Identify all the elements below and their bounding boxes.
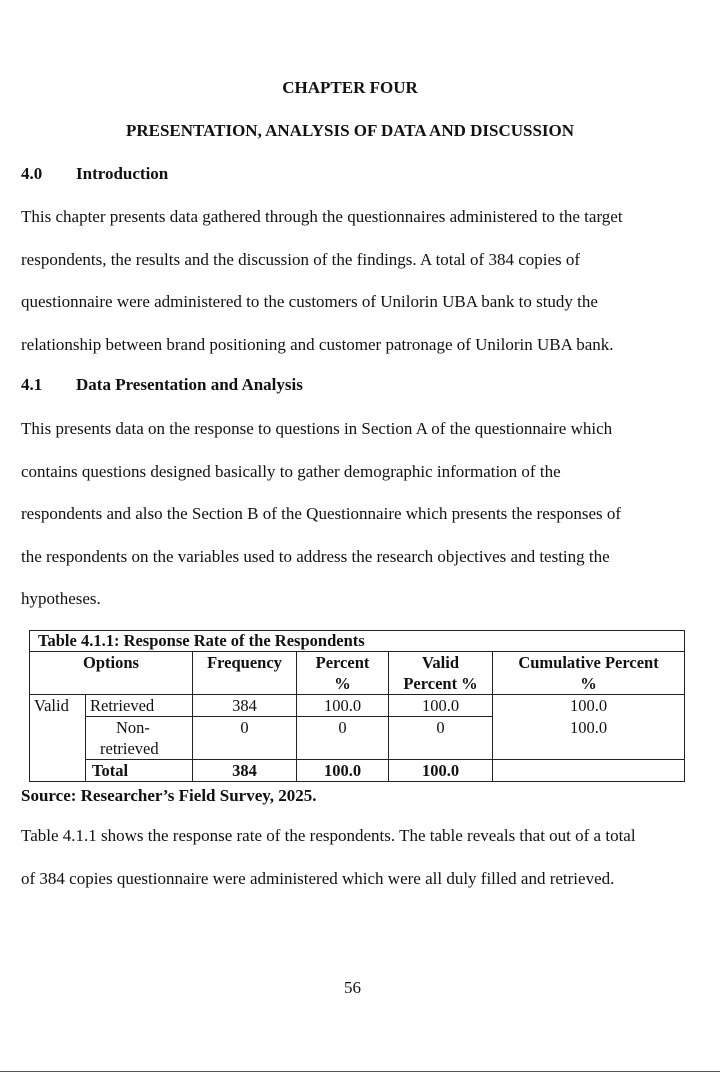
paragraph-line: hypotheses. (21, 589, 101, 608)
paragraph-line: contains questions designed basically to gather demographic information of the (21, 461, 561, 481)
header-options: Options (30, 652, 193, 695)
percent-cell: 100.0 (297, 695, 389, 717)
section-heading-data-presentation (21, 375, 303, 395)
total-cumulative-empty (493, 760, 685, 782)
section-number: 4.1 (21, 375, 43, 394)
introduction-paragraph (21, 196, 685, 366)
section-heading-introduction (21, 164, 168, 184)
valid-percent-cell: 100.0 (389, 695, 493, 717)
frequency-cell: 0 (193, 717, 297, 760)
header-cumulative-percent: Cumulative Percent % (493, 652, 685, 695)
response-rate-table (29, 630, 685, 782)
data-presentation-paragraph (21, 408, 685, 621)
percent-cell: 0 (297, 717, 389, 760)
header-percent: Percent % (297, 652, 389, 695)
page-bottom-rule (0, 1071, 720, 1072)
total-valid-percent: 100.0 (389, 760, 493, 782)
header-frequency: Frequency (193, 652, 297, 695)
paragraph-line: This presents data on the response to questions in Section A of the questionnaire which (21, 419, 613, 438)
table-row (30, 717, 685, 760)
group-label: Valid (30, 695, 86, 782)
frequency-cell: 384 (193, 695, 297, 717)
cumulative-percent-cell: 100.0 (493, 717, 685, 760)
paragraph-line: Table 4.1.1 shows the response rate of the respondents. The table reveals that out of a total (21, 826, 636, 845)
paragraph-line: respondents and also the Section B of the Questionnaire which presents the responses of (21, 504, 622, 523)
cumulative-percent-cell: 100.0 (493, 695, 685, 717)
table-header-row (30, 652, 685, 695)
paragraph-line: relationship between brand positioning and customer patronage of Unilorin UBA bank. (21, 334, 614, 354)
paragraph-line: respondents, the results and the discussion of the findings. A total of 384 copies of (21, 249, 581, 269)
valid-percent-cell: 0 (389, 717, 493, 760)
chapter-title: CHAPTER FOUR (282, 78, 418, 97)
header-valid-percent: Valid Percent % (389, 652, 493, 695)
paragraph-line: the respondents on the variables used to address the research objectives and testing the (21, 546, 610, 566)
section-title: Introduction (76, 164, 169, 183)
paragraph-line: questionnaire were administered to the customers of Unilorin UBA bank to study the (21, 292, 598, 311)
paragraph-line: of 384 copies questionnaire were administered which were all duly filled and retrieved. (21, 868, 615, 888)
closing-paragraph (21, 815, 685, 900)
total-frequency: 384 (193, 760, 297, 782)
total-percent: 100.0 (297, 760, 389, 782)
section-title: Data Presentation and Analysis (76, 375, 303, 394)
table-row (30, 695, 685, 717)
total-label: Total (86, 760, 193, 782)
option-cell: Retrieved (86, 695, 193, 717)
option-cell: Non- retrieved (86, 717, 193, 760)
chapter-subtitle: PRESENTATION, ANALYSIS OF DATA AND DISCUSSION (125, 121, 575, 140)
table-total-row (30, 760, 685, 782)
table-caption: Table 4.1.1: Response Rate of the Respondents (30, 631, 685, 652)
table-source: Source: Researcher’s Field Survey, 2025. (21, 786, 317, 805)
paragraph-line: This chapter presents data gathered through the questionnaires administered to the target (21, 207, 623, 226)
section-number: 4.0 (21, 164, 43, 183)
page-number: 56 (344, 978, 361, 997)
